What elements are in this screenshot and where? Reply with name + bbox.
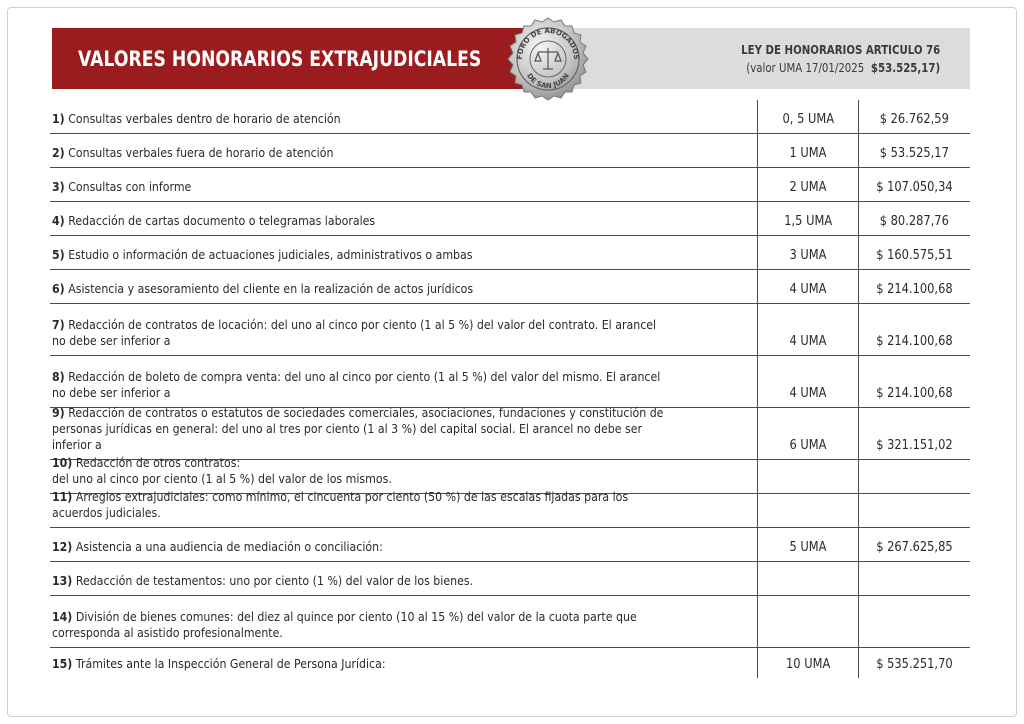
row-amount — [859, 494, 970, 527]
row-amount-value: $ 160.575,51 — [876, 248, 953, 263]
row-amount — [859, 596, 970, 647]
row-number: 15) — [52, 656, 73, 671]
row-uma-value: 6 UMA — [789, 438, 827, 453]
row-amount — [859, 168, 970, 201]
row-uma — [757, 528, 859, 561]
row-uma — [757, 236, 859, 269]
row-text: Redacción de boleto de compra venta: del uno al cinco por ciento (1 al 5 %) del valor del mismo. El arancel no debe ser inferior a — [52, 369, 661, 400]
row-description-text — [52, 369, 664, 401]
row-amount-value: $ 214.100,68 — [876, 334, 953, 349]
row-amount-value: $ 107.050,34 — [876, 180, 953, 195]
row-uma — [757, 202, 859, 235]
row-text: División de bienes comunes: del diez al quince por ciento (10 al 15 %) del valor de la cuota parte que corresponda al asistido profesionalmente. — [52, 609, 637, 640]
row-amount — [859, 648, 970, 678]
fee-table — [50, 100, 970, 678]
row-uma-value: 1 UMA — [789, 146, 827, 161]
table-row — [50, 596, 970, 648]
row-description — [50, 356, 757, 407]
row-text: Estudio o información de actuaciones judiciales, administrativos o ambas — [68, 247, 473, 262]
row-description — [50, 270, 757, 303]
row-description — [50, 202, 757, 235]
row-description-text — [52, 573, 664, 589]
row-description-text — [52, 489, 664, 521]
row-text: Trámites ante la Inspección General de Persona Jurídica: — [75, 656, 386, 671]
row-amount — [859, 408, 970, 459]
row-amount — [859, 236, 970, 269]
row-description-text — [52, 145, 664, 161]
row-amount-value: $ 26.762,59 — [879, 112, 950, 127]
table-row — [50, 100, 970, 134]
row-number: 8) — [52, 369, 65, 384]
row-number: 12) — [52, 539, 73, 554]
row-description — [50, 489, 757, 527]
row-amount — [859, 356, 970, 407]
row-description — [50, 134, 757, 167]
row-description-text — [52, 656, 664, 672]
table-row — [50, 168, 970, 202]
row-description — [50, 562, 757, 595]
table-row — [50, 405, 970, 460]
row-amount-value: $ 321.151,02 — [876, 438, 953, 453]
row-number: 3) — [52, 179, 65, 194]
row-number: 10) — [52, 455, 73, 470]
row-number: 7) — [52, 317, 65, 332]
row-description — [50, 236, 757, 269]
row-amount-value: $ 53.525,17 — [879, 146, 950, 161]
row-uma-value: 4 UMA — [789, 334, 827, 349]
row-text: Consultas verbales fuera de horario de atención — [68, 145, 334, 160]
row-uma — [757, 408, 859, 459]
row-amount-value: $ 535.251,70 — [876, 657, 953, 672]
law-reference: LEY DE HONORARIOS ARTICULO 76 — [740, 42, 940, 57]
row-uma — [757, 356, 859, 407]
row-uma — [757, 270, 859, 303]
row-uma — [757, 460, 859, 493]
page-title: VALORES HONORARIOS EXTRAJUDICIALES — [78, 46, 482, 71]
row-text: Consultas verbales dentro de horario de atención — [68, 111, 341, 126]
row-amount-value: $ 214.100,68 — [876, 386, 953, 401]
bar-association-seal-icon — [505, 16, 591, 102]
row-text: Asistencia a una audiencia de mediación o conciliación: — [75, 539, 383, 554]
table-row — [50, 202, 970, 236]
row-description-text — [52, 317, 664, 349]
row-text: Redacción de testamentos: uno por ciento (1 %) del valor de los bienes. — [75, 573, 474, 588]
row-amount — [859, 134, 970, 167]
row-description-text — [52, 539, 664, 555]
row-text: Redacción de otros contratos: del uno al cinco por ciento (1 al 5 %) del valor de los mismos. — [52, 455, 392, 486]
row-number: 1) — [52, 111, 65, 126]
row-text: Redacción de contratos o estatutos de sociedades comerciales, asociaciones, fundaciones y constitución de personas jurídicas en general: del uno al tres por ciento (1 al 3 %) del capital social. El arancel no debe ser inferior a — [52, 405, 664, 452]
row-text: Consultas con informe — [68, 179, 192, 194]
row-description — [50, 100, 757, 133]
row-amount-value: $ 214.100,68 — [876, 282, 953, 297]
row-amount — [859, 270, 970, 303]
seal-bottom-text: DE SAN JUAN — [525, 72, 571, 91]
row-description-text — [52, 455, 664, 487]
row-description-text — [52, 213, 664, 229]
row-amount-value: $ 80.287,76 — [879, 214, 950, 229]
row-description-text — [52, 609, 664, 641]
table-row — [50, 489, 970, 528]
row-uma-value: 0, 5 UMA — [782, 112, 834, 127]
table-row — [50, 134, 970, 168]
table-row — [50, 562, 970, 596]
row-uma — [757, 596, 859, 647]
row-number: 4) — [52, 213, 65, 228]
row-uma — [757, 134, 859, 167]
row-amount — [859, 100, 970, 133]
row-uma — [757, 648, 859, 678]
row-uma-value: 4 UMA — [789, 282, 827, 297]
row-uma-value: 5 UMA — [789, 540, 827, 555]
row-uma — [757, 168, 859, 201]
row-amount — [859, 304, 970, 355]
row-uma-value: 3 UMA — [789, 248, 827, 263]
table-row — [50, 528, 970, 562]
row-text: Arreglos extrajudiciales: como mínimo, el cincuenta por ciento (50 %) de las escalas fijadas para los acuerdos judiciales. — [52, 489, 629, 520]
row-description-text — [52, 405, 664, 453]
header-title-block — [52, 28, 564, 89]
table-row — [50, 356, 970, 408]
row-amount — [859, 460, 970, 493]
seal-top-text: FORO DE ABOGADOS — [515, 26, 581, 60]
uma-value-line — [746, 61, 940, 75]
row-uma-value: 10 UMA — [785, 657, 831, 672]
row-number: 9) — [52, 405, 65, 420]
row-amount — [859, 528, 970, 561]
row-number: 2) — [52, 145, 65, 160]
row-number: 13) — [52, 573, 73, 588]
table-row — [50, 648, 970, 678]
row-description-text — [52, 281, 664, 297]
table-row — [50, 304, 970, 356]
row-description — [50, 648, 757, 678]
row-uma — [757, 304, 859, 355]
row-number: 5) — [52, 247, 65, 262]
row-uma — [757, 494, 859, 527]
row-description — [50, 405, 757, 459]
row-number: 14) — [52, 609, 73, 624]
header-info-block — [564, 28, 970, 89]
row-amount — [859, 202, 970, 235]
row-uma-value: 2 UMA — [789, 180, 827, 195]
uma-value-amount: $53.525,17) — [870, 60, 940, 75]
row-uma-value: 1,5 UMA — [784, 214, 832, 229]
row-amount — [859, 562, 970, 595]
row-description-text — [52, 111, 664, 127]
row-uma — [757, 562, 859, 595]
row-text: Asistencia y asesoramiento del cliente en la realización de actos jurídicos — [68, 281, 474, 296]
row-description — [50, 304, 757, 355]
row-description-text — [52, 179, 664, 195]
row-text: Redacción de cartas documento o telegramas laborales — [68, 213, 376, 228]
row-description — [50, 528, 757, 561]
row-amount-value: $ 267.625,85 — [876, 540, 953, 555]
row-description — [50, 596, 757, 647]
row-description-text — [52, 247, 664, 263]
table-row — [50, 236, 970, 270]
row-description — [50, 168, 757, 201]
row-uma — [757, 100, 859, 133]
row-uma-value: 4 UMA — [789, 386, 827, 401]
table-row — [50, 270, 970, 304]
row-number: 6) — [52, 281, 65, 296]
row-text: Redacción de contratos de locación: del uno al cinco por ciento (1 al 5 %) del valor del contrato. El arancel no debe ser inferior a — [52, 317, 657, 348]
uma-value-prefix: (valor UMA 17/01/2025 — [746, 60, 865, 75]
row-number: 11) — [52, 489, 73, 504]
